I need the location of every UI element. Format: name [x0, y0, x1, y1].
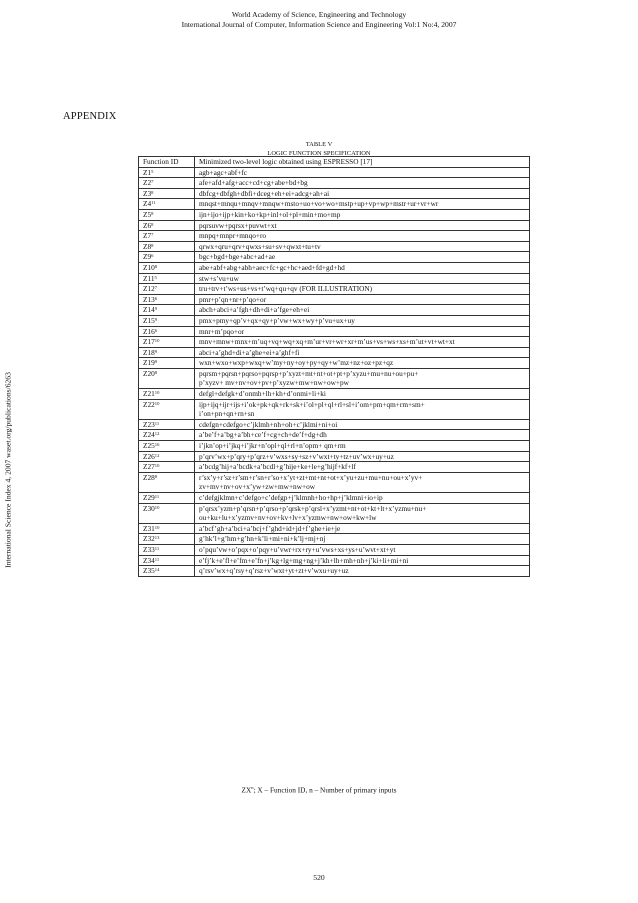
logic-expression-line: ijn+ijo+ijp+kin+ko+kp+inl+ol+pl+min+mo+mp [199, 209, 341, 219]
function-id-cell [139, 555, 195, 566]
logic-expression-line: abci+a’ghd+di+a’ghe+ei+a’ghf+fi [199, 347, 300, 357]
function-id: Z18 [143, 347, 155, 357]
logic-expression-cell [195, 419, 530, 430]
input-count: 11 [154, 556, 160, 562]
logic-expression-line: wxn+wxo+wxp+wxq+w’my+ny+oy+py+qy+w’mz+nz+oz+pz+qz [199, 358, 394, 368]
function-id-cell [139, 284, 195, 295]
table-row [139, 544, 530, 555]
input-count: 13 [154, 535, 160, 541]
function-id: Z4 [143, 199, 152, 209]
logic-expression-line: ou+ku+lu+x’yzmv+nv+ov+kv+lv+x’yzmw+nw+ow+kw+lw [199, 513, 377, 523]
function-id-cell [139, 337, 195, 348]
table-row [139, 462, 530, 473]
function-id: Z5 [143, 209, 152, 219]
table-row [139, 294, 530, 305]
function-id-cell [139, 347, 195, 358]
function-id-cell [139, 273, 195, 284]
function-id-cell [139, 209, 195, 220]
logic-expression-line: afe+afd+afg+acc+cd+cg+abe+bd+bg [199, 178, 308, 188]
logic-expression-cell [195, 252, 530, 263]
logic-expression-cell [195, 178, 530, 189]
function-id: Z19 [143, 358, 155, 368]
function-id-cell [139, 326, 195, 337]
function-id-cell [139, 430, 195, 441]
logic-expression-line: stw+s’vu+uw [199, 273, 239, 283]
logic-expression-line: agb+agc+abf+fc [199, 167, 247, 177]
table-row [139, 188, 530, 199]
logic-expression-line: qrwx+qru+qrv+qwxs+su+sv+qwxt+tu+tv [199, 241, 321, 251]
function-id: Z29 [143, 493, 155, 502]
function-id: Z8 [143, 241, 152, 251]
function-id: Z24 [143, 430, 155, 440]
side-margin [0, 0, 16, 903]
table-row [139, 178, 530, 189]
logic-expression-cell [195, 337, 530, 348]
logic-expression-cell [195, 566, 530, 577]
input-count: 9 [154, 316, 158, 322]
input-count: 5 [154, 274, 157, 280]
input-count: 7 [151, 232, 154, 238]
logic-expression-line: mnqst+mnqu+mnqv+mnqw+msto+uo+vo+wo+mstp+up+vp+wp+mstr+ur+vr+wr [199, 199, 439, 209]
table-row [139, 441, 530, 452]
function-id-cell [139, 231, 195, 242]
table-row [139, 262, 530, 273]
function-id: Z7 [143, 231, 152, 241]
function-id-cell [139, 544, 195, 555]
table-row [139, 534, 530, 545]
table-row [139, 347, 530, 358]
function-id-cell [139, 451, 195, 462]
function-id-cell [139, 262, 195, 273]
logic-expression-cell [195, 523, 530, 534]
logic-expression-line: g’hk’l+g’hm+g’hn+k’li+mi+ni+k’lj+mj+nj [199, 534, 326, 544]
logic-expression-line: cdefgn+cdefgo+c’jklmh+nh+oh+c’jklmi+ni+oi [199, 419, 338, 429]
logic-expression-line: a’bcf’gh+a’bci+a’bcj+f’ghd+id+jd+f’ghe+ie+je [199, 523, 341, 533]
table-row [139, 167, 530, 178]
logic-expression-line: p’qrsx’yzm+p’qrsn+p’qrso+p’qrsk+p’qrsl+x’yzmt+nt+ot+kt+lt+x’yzmu+nu+ [199, 503, 427, 513]
logic-expression-cell [195, 188, 530, 199]
function-id-cell [139, 368, 195, 388]
logic-expression-line: r’sx’y+r’sz+r’sm+r’sn+r’so+x’yt+zt+mt+nt+ot+x’yu+zu+mu+nu+ou+x’yv+ [199, 472, 423, 482]
input-count: 6 [151, 253, 154, 259]
input-count: 9 [154, 359, 158, 365]
input-count: 5 [151, 168, 154, 174]
input-count: 8 [154, 369, 158, 375]
table-row [139, 419, 530, 430]
table-row [139, 399, 530, 419]
table-row [139, 523, 530, 534]
input-count: 11 [154, 545, 160, 551]
header-function-id: Function ID [139, 157, 195, 168]
function-id-cell [139, 523, 195, 534]
logic-expression-line: ijp+ijq+ijr+ijs+i’ok+pk+qk+rk+sk+i’ol+pl+ql+rl+sl+i’om+pm+qm+rm+sm+ [199, 399, 425, 409]
logic-expression-cell [195, 534, 530, 545]
table-row [139, 389, 530, 400]
logic-expression-cell [195, 241, 530, 252]
logic-expression-line: o’pqu’vw+o’pqx+o’pqy+u’vwr+rx+ry+u’vws+xs+ys+u’wvt+xt+yt [199, 544, 396, 554]
logic-expression-cell [195, 305, 530, 316]
table-row [139, 199, 530, 210]
logic-expression-cell [195, 358, 530, 369]
function-id-cell [139, 305, 195, 316]
logic-expression-line: mnr+m’pqo+or [199, 326, 245, 336]
logic-expression-line: dbfcg+dbfgh+dbfi+dceg+eh+ei+adcg+ah+ai [199, 188, 330, 198]
logic-expression-line: pmx+pmy+qp’v+qx+qy+p’vw+wx+wy+p’vu+ux+uy [199, 315, 355, 325]
table-row [139, 503, 530, 523]
logic-expression-cell [195, 441, 530, 452]
logic-expression-line: abe+abf+abg+abh+aec+fc+gc+hc+aed+fd+gd+hd [199, 262, 345, 272]
input-count: 9 [154, 348, 158, 354]
function-id-cell [139, 503, 195, 523]
logic-expression-cell [195, 389, 530, 400]
input-count: 8 [151, 189, 154, 195]
logic-expression-line: p’xyzv+ mv+nv+ov+pv+p’xyzw+mw+nw+ow+pw [199, 378, 349, 388]
input-count: 11 [154, 494, 160, 499]
header-line-1: World Academy of Science, Engineering and Technology [231, 10, 407, 19]
logic-expression-cell [195, 347, 530, 358]
logic-expression-line: mnpq+mnpr+mnqo+ro [199, 231, 267, 241]
page-number: 520 [313, 873, 325, 882]
table-row [139, 315, 530, 326]
table-row [139, 231, 530, 242]
side-citation: International Science Index 4, 2007 waset.org/publications/6263 [3, 372, 13, 568]
logic-expression-cell [195, 399, 530, 419]
table-row [139, 368, 530, 388]
function-id: Z23 [143, 419, 155, 429]
table-row [139, 241, 530, 252]
table-title: LOGIC FUNCTION SPECIFICATION [267, 150, 371, 157]
function-id: Z35 [143, 566, 155, 576]
function-id: Z27 [143, 462, 155, 472]
input-count: 12 [154, 452, 160, 458]
function-id-cell [139, 220, 195, 231]
function-id: Z33 [143, 544, 155, 554]
input-count: 11 [151, 200, 156, 206]
table-header-row [139, 157, 530, 168]
logic-expression-cell [195, 326, 530, 337]
logic-expression-cell [195, 451, 530, 462]
logic-expression-cell [195, 273, 530, 284]
logic-expression-line: q’rsv’wx+q’rsy+q’rsz+v’wxt+yt+zt+v’wxu+uy+uz [199, 566, 349, 576]
logic-expression-line: bgc+bgd+bge+abc+ad+ae [199, 252, 276, 262]
function-id-cell [139, 419, 195, 430]
table-row [139, 220, 530, 231]
function-id: Z12 [143, 284, 155, 294]
table-row [139, 337, 530, 348]
input-count: 14 [154, 567, 160, 573]
table-row [139, 566, 530, 577]
function-id-cell [139, 472, 195, 492]
input-count: 10 [154, 338, 160, 344]
table-row [139, 451, 530, 462]
function-id-cell [139, 566, 195, 577]
function-id: Z14 [143, 305, 155, 315]
function-id-cell [139, 199, 195, 210]
input-count: 8 [154, 473, 158, 479]
logic-expression-line: pmr+p’qn+nr+p’qo+or [199, 294, 267, 304]
logic-expression-cell [195, 294, 530, 305]
table-row [139, 273, 530, 284]
logic-expression-cell [195, 493, 530, 504]
input-count: 10 [154, 400, 160, 406]
logic-expression-cell [195, 503, 530, 523]
logic-expression-cell [195, 472, 530, 492]
logic-expression-line: i’on+pn+qn+rn+sn [199, 409, 255, 419]
table-row [139, 430, 530, 441]
logic-function-table [138, 156, 530, 577]
logic-expression-cell [195, 284, 530, 295]
function-id-cell [139, 252, 195, 263]
logic-expression-cell [195, 462, 530, 473]
function-id: Z10 [143, 262, 155, 272]
logic-expression-cell [195, 315, 530, 326]
function-id: Z20 [143, 368, 155, 378]
logic-expression-line: c’defgjklmn+c’defgo+c’defgp+j’klmnh+ho+hp+j’klmni+io+ip [199, 493, 383, 502]
input-count: 10 [154, 463, 160, 469]
logic-expression-line: e’fj’k+e’fl+e’fm+e’fn+j’kg+lg+mg+ng+j’kh+lh+mh+nh+j’ki+li+mi+ni [199, 555, 409, 565]
table-row [139, 284, 530, 295]
logic-expression-line: zv+mv+nv+ov+x’yw+zw+mw+nw+ow [199, 482, 316, 492]
input-count: 10 [154, 524, 160, 530]
function-id-cell [139, 315, 195, 326]
function-id-cell [139, 167, 195, 178]
function-id: Z28 [143, 472, 155, 482]
logic-expression-line: tru+trv+t’ws+us+vs+t’wq+qu+qv (FOR ILLUSTRATION) [199, 284, 373, 294]
function-id: Z11 [143, 273, 155, 283]
table-body [139, 167, 530, 576]
function-id: Z22 [143, 399, 155, 409]
function-id-cell [139, 462, 195, 473]
table-row [139, 326, 530, 337]
input-count: 6 [154, 327, 158, 333]
table-row [139, 209, 530, 220]
function-id-cell [139, 178, 195, 189]
function-id: Z13 [143, 294, 155, 304]
function-id: Z34 [143, 555, 155, 565]
input-count: 12 [154, 431, 160, 437]
input-count: 11 [154, 420, 160, 426]
function-id: Z21 [143, 389, 155, 399]
function-id-cell [139, 294, 195, 305]
logic-expression-cell [195, 209, 530, 220]
function-id: Z26 [143, 451, 155, 461]
journal-header [0, 10, 638, 30]
header-line-2: International Journal of Computer, Information Science and Engineering Vol:1 No:4, 2007 [181, 20, 457, 29]
logic-expression-line: pqrsm+pqrsn+pqrso+pqrsp+p’xyzt+mt+nt+ot+pt+p’xyzu+mu+nu+ou+pu+ [199, 368, 419, 378]
logic-expression-line: pqrsuvw+pqrsx+puvwt+xt [199, 220, 277, 230]
logic-expression-line: abch+abci+a’fgh+dh+di+a’fge+eh+ei [199, 305, 310, 315]
table-row [139, 472, 530, 492]
input-count: 7 [154, 285, 158, 291]
function-id: Z15 [143, 315, 155, 325]
function-id-cell [139, 389, 195, 400]
table-note [0, 785, 638, 794]
table-row [139, 493, 530, 504]
function-id: Z30 [143, 503, 155, 513]
function-id: Z1 [143, 167, 152, 177]
function-id: Z32 [143, 534, 155, 544]
logic-expression-cell [195, 368, 530, 388]
function-id: Z25 [143, 441, 155, 451]
function-id: Z17 [143, 337, 155, 347]
logic-expression-cell [195, 231, 530, 242]
logic-expression-cell [195, 220, 530, 231]
table-row [139, 305, 530, 316]
section-title: APPENDIX [63, 111, 117, 122]
input-count: 10 [154, 390, 160, 396]
function-id-cell [139, 188, 195, 199]
table-row [139, 358, 530, 369]
logic-expression-line: p’qrv’wx+p’qry+p’qrz+v’wxs+sy+sz+v’wxt+ty+tz+uv’wx+uy+uz [199, 451, 394, 461]
input-count: 9 [154, 306, 158, 312]
logic-expression-line: a’be’f+a’bg+a’bh+ce’f+cg+ch+de’f+dg+dh [199, 430, 327, 440]
function-id: Z16 [143, 326, 155, 336]
function-id: Z3 [143, 188, 152, 198]
input-count: 10 [154, 504, 160, 510]
function-id: Z2 [143, 178, 152, 188]
logic-expression-cell [195, 555, 530, 566]
input-count: 16 [154, 442, 160, 448]
logic-expression-line: mnv+mnw+mnx+m’uq+vq+wq+xq+m’ur+vr+wr+xr+m’us+vs+ws+xs+m’ut+vt+wt+xt [199, 337, 455, 347]
input-count: 7 [151, 179, 154, 185]
logic-expression-cell [195, 262, 530, 273]
input-count: 6 [154, 295, 158, 301]
table-row [139, 252, 530, 263]
note-sup: n [251, 785, 254, 790]
function-id: Z6 [143, 220, 152, 230]
logic-expression-line: i’jkn’op+i’jkq+i’jkr+n’opl+ql+rl+n’opm+ qm+rm [199, 441, 346, 451]
input-count: 8 [154, 263, 158, 269]
function-id-cell [139, 358, 195, 369]
input-count: 8 [151, 242, 154, 248]
input-count: 8 [151, 210, 154, 216]
header-minimized-logic: Minimized two-level logic obtained using ESPRESSO [17] [195, 157, 530, 168]
table-number: TABLE V [305, 141, 333, 148]
function-id-cell [139, 441, 195, 452]
function-id: Z31 [143, 523, 155, 533]
logic-expression-cell [195, 167, 530, 178]
logic-expression-line: defgl+defgk+d’onmh+lh+kh+d’onmi+li+ki [199, 389, 326, 399]
logic-expression-line: a’bcdg’hij+a’bcdk+a’bcdl+g’hije+ke+le+g’hijf+kf+lf [199, 462, 356, 472]
logic-expression-cell [195, 430, 530, 441]
function-id-cell [139, 534, 195, 545]
function-id-cell [139, 493, 195, 504]
note-prefix: ZX [241, 785, 252, 795]
function-id: Z9 [143, 252, 152, 262]
table-row [139, 555, 530, 566]
logic-expression-cell [195, 544, 530, 555]
input-count: 8 [151, 221, 154, 227]
note-rest: ; X – Function ID, n – Number of primary inputs [253, 785, 397, 795]
function-id-cell [139, 241, 195, 252]
logic-expression-cell [195, 199, 530, 210]
function-id-cell [139, 399, 195, 419]
